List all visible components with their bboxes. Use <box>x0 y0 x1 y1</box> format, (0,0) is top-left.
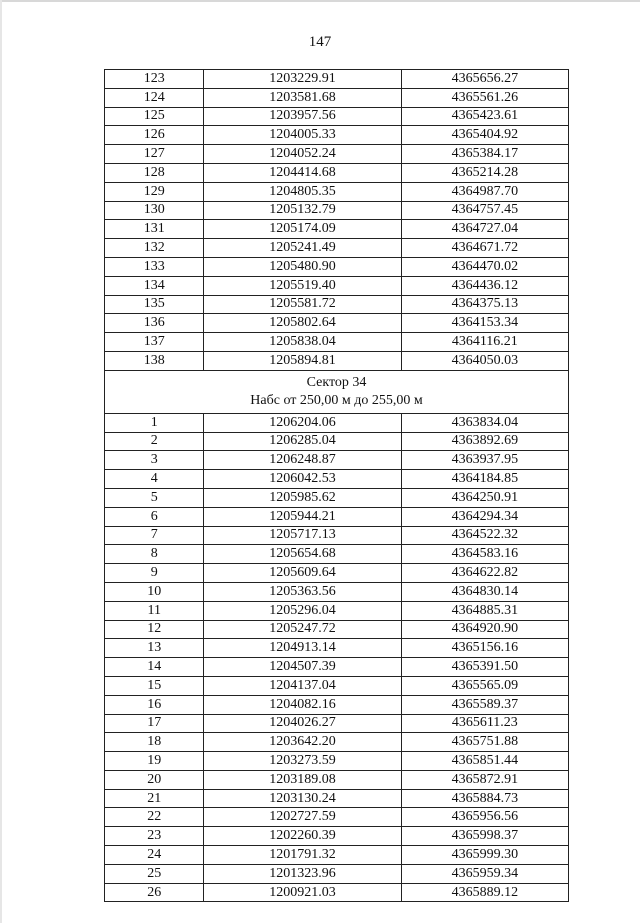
x-coordinate-cell: 1204913.14 <box>204 639 401 658</box>
point-number-cell: 131 <box>105 220 204 239</box>
y-coordinate-cell: 4364250.91 <box>401 488 568 507</box>
y-coordinate-cell: 4364116.21 <box>401 333 568 352</box>
table-row <box>105 432 569 451</box>
y-coordinate-cell: 4365423.61 <box>401 107 568 126</box>
point-number-cell: 2 <box>105 432 204 451</box>
x-coordinate-cell: 1204026.27 <box>204 714 401 733</box>
x-coordinate-cell: 1205480.90 <box>204 257 401 276</box>
y-coordinate-cell: 4364050.03 <box>401 351 568 370</box>
y-coordinate-cell: 4364153.34 <box>401 314 568 333</box>
table-row <box>105 752 569 771</box>
point-number-cell: 127 <box>105 145 204 164</box>
x-coordinate-cell: 1204805.35 <box>204 182 401 201</box>
y-coordinate-cell: 4365391.50 <box>401 658 568 677</box>
x-coordinate-cell: 1201791.32 <box>204 846 401 865</box>
point-number-cell: 129 <box>105 182 204 201</box>
sector-header-cell <box>105 370 569 413</box>
table-row <box>105 488 569 507</box>
point-number-cell: 4 <box>105 470 204 489</box>
point-number-cell: 23 <box>105 827 204 846</box>
x-coordinate-cell: 1205241.49 <box>204 239 401 258</box>
x-coordinate-cell: 1204507.39 <box>204 658 401 677</box>
y-coordinate-cell: 4365565.09 <box>401 676 568 695</box>
y-coordinate-cell: 4365998.37 <box>401 827 568 846</box>
y-coordinate-cell: 4364375.13 <box>401 295 568 314</box>
point-number-cell: 133 <box>105 257 204 276</box>
table-row <box>105 276 569 295</box>
table-row <box>105 413 569 432</box>
x-coordinate-cell: 1205802.64 <box>204 314 401 333</box>
table-row <box>105 639 569 658</box>
y-coordinate-cell: 4365884.73 <box>401 789 568 808</box>
y-coordinate-cell: 4364987.70 <box>401 182 568 201</box>
x-coordinate-cell: 1203957.56 <box>204 107 401 126</box>
point-number-cell: 15 <box>105 676 204 695</box>
x-coordinate-cell: 1200921.03 <box>204 883 401 902</box>
x-coordinate-cell: 1205132.79 <box>204 201 401 220</box>
y-coordinate-cell: 4364470.02 <box>401 257 568 276</box>
y-coordinate-cell: 4365589.37 <box>401 695 568 714</box>
table-row <box>105 676 569 695</box>
table-row <box>105 351 569 370</box>
x-coordinate-cell: 1206204.06 <box>204 413 401 432</box>
point-number-cell: 132 <box>105 239 204 258</box>
table-row <box>105 564 569 583</box>
table-row <box>105 601 569 620</box>
table-row <box>105 470 569 489</box>
table-row <box>105 545 569 564</box>
x-coordinate-cell: 1204005.33 <box>204 126 401 145</box>
x-coordinate-cell: 1204052.24 <box>204 145 401 164</box>
table-row <box>105 526 569 545</box>
point-number-cell: 17 <box>105 714 204 733</box>
x-coordinate-cell: 1201323.96 <box>204 864 401 883</box>
point-number-cell: 21 <box>105 789 204 808</box>
y-coordinate-cell: 4365656.27 <box>401 70 568 89</box>
y-coordinate-cell: 4364583.16 <box>401 545 568 564</box>
y-coordinate-cell: 4364436.12 <box>401 276 568 295</box>
y-coordinate-cell: 4365959.34 <box>401 864 568 883</box>
y-coordinate-cell: 4365872.91 <box>401 770 568 789</box>
sector-header-row <box>105 370 569 413</box>
y-coordinate-cell: 4365561.26 <box>401 88 568 107</box>
point-number-cell: 22 <box>105 808 204 827</box>
point-number-cell: 134 <box>105 276 204 295</box>
table-row <box>105 733 569 752</box>
point-number-cell: 124 <box>105 88 204 107</box>
table-row <box>105 182 569 201</box>
point-number-cell: 20 <box>105 770 204 789</box>
x-coordinate-cell: 1204137.04 <box>204 676 401 695</box>
coordinates-group-previous <box>105 70 569 371</box>
y-coordinate-cell: 4365611.23 <box>401 714 568 733</box>
point-number-cell: 123 <box>105 70 204 89</box>
x-coordinate-cell: 1203229.91 <box>204 70 401 89</box>
point-number-cell: 18 <box>105 733 204 752</box>
y-coordinate-cell: 4365156.16 <box>401 639 568 658</box>
y-coordinate-cell: 4365889.12 <box>401 883 568 902</box>
x-coordinate-cell: 1203581.68 <box>204 88 401 107</box>
point-number-cell: 6 <box>105 507 204 526</box>
y-coordinate-cell: 4364885.31 <box>401 601 568 620</box>
y-coordinate-cell: 4363892.69 <box>401 432 568 451</box>
table-row <box>105 846 569 865</box>
point-number-cell: 16 <box>105 695 204 714</box>
point-number-cell: 138 <box>105 351 204 370</box>
point-number-cell: 3 <box>105 451 204 470</box>
x-coordinate-cell: 1205581.72 <box>204 295 401 314</box>
x-coordinate-cell: 1204082.16 <box>204 695 401 714</box>
table-row <box>105 126 569 145</box>
y-coordinate-cell: 4364522.32 <box>401 526 568 545</box>
x-coordinate-cell: 1205944.21 <box>204 507 401 526</box>
y-coordinate-cell: 4364184.85 <box>401 470 568 489</box>
point-number-cell: 26 <box>105 883 204 902</box>
table-row <box>105 201 569 220</box>
x-coordinate-cell: 1205519.40 <box>204 276 401 295</box>
scan-edge <box>0 0 2 923</box>
x-coordinate-cell: 1205717.13 <box>204 526 401 545</box>
table-row <box>105 107 569 126</box>
point-number-cell: 136 <box>105 314 204 333</box>
table-row <box>105 658 569 677</box>
y-coordinate-cell: 4364294.34 <box>401 507 568 526</box>
x-coordinate-cell: 1206285.04 <box>204 432 401 451</box>
point-number-cell: 7 <box>105 526 204 545</box>
sector-header-group <box>105 370 569 413</box>
table-row <box>105 163 569 182</box>
point-number-cell: 130 <box>105 201 204 220</box>
x-coordinate-cell: 1205985.62 <box>204 488 401 507</box>
page-number: 147 <box>308 34 332 50</box>
x-coordinate-cell: 1203189.08 <box>204 770 401 789</box>
table-row <box>105 808 569 827</box>
point-number-cell: 8 <box>105 545 204 564</box>
x-coordinate-cell: 1205894.81 <box>204 351 401 370</box>
table-row <box>105 257 569 276</box>
y-coordinate-cell: 4364671.72 <box>401 239 568 258</box>
table-row <box>105 507 569 526</box>
y-coordinate-cell: 4363834.04 <box>401 413 568 432</box>
point-number-cell: 135 <box>105 295 204 314</box>
table-row <box>105 70 569 89</box>
y-coordinate-cell: 4363937.95 <box>401 451 568 470</box>
x-coordinate-cell: 1205174.09 <box>204 220 401 239</box>
point-number-cell: 13 <box>105 639 204 658</box>
sector-elevation-range: Набс от 250,00 м до 255,00 м <box>250 392 423 408</box>
x-coordinate-cell: 1203273.59 <box>204 752 401 771</box>
y-coordinate-cell: 4365214.28 <box>401 163 568 182</box>
x-coordinate-cell: 1203642.20 <box>204 733 401 752</box>
x-coordinate-cell: 1205247.72 <box>204 620 401 639</box>
point-number-cell: 128 <box>105 163 204 182</box>
y-coordinate-cell: 4365404.92 <box>401 126 568 145</box>
table-row <box>105 314 569 333</box>
table-row <box>105 220 569 239</box>
y-coordinate-cell: 4364920.90 <box>401 620 568 639</box>
table-row <box>105 582 569 601</box>
sector-title: Сектор 34 <box>306 374 367 390</box>
x-coordinate-cell: 1206248.87 <box>204 451 401 470</box>
x-coordinate-cell: 1206042.53 <box>204 470 401 489</box>
x-coordinate-cell: 1203130.24 <box>204 789 401 808</box>
point-number-cell: 25 <box>105 864 204 883</box>
table-row <box>105 883 569 902</box>
point-number-cell: 19 <box>105 752 204 771</box>
point-number-cell: 10 <box>105 582 204 601</box>
y-coordinate-cell: 4365999.30 <box>401 846 568 865</box>
point-number-cell: 14 <box>105 658 204 677</box>
table-row <box>105 827 569 846</box>
table-row <box>105 620 569 639</box>
point-number-cell: 126 <box>105 126 204 145</box>
table-row <box>105 333 569 352</box>
point-number-cell: 12 <box>105 620 204 639</box>
y-coordinate-cell: 4365851.44 <box>401 752 568 771</box>
y-coordinate-cell: 4365384.17 <box>401 145 568 164</box>
table-row <box>105 295 569 314</box>
x-coordinate-cell: 1204414.68 <box>204 163 401 182</box>
x-coordinate-cell: 1202260.39 <box>204 827 401 846</box>
table-row <box>105 239 569 258</box>
point-number-cell: 11 <box>105 601 204 620</box>
point-number-cell: 125 <box>105 107 204 126</box>
y-coordinate-cell: 4364757.45 <box>401 201 568 220</box>
x-coordinate-cell: 1202727.59 <box>204 808 401 827</box>
table-row <box>105 451 569 470</box>
x-coordinate-cell: 1205609.64 <box>204 564 401 583</box>
table-row <box>105 714 569 733</box>
x-coordinate-cell: 1205838.04 <box>204 333 401 352</box>
point-number-cell: 137 <box>105 333 204 352</box>
y-coordinate-cell: 4364727.04 <box>401 220 568 239</box>
coordinates-table <box>104 69 569 902</box>
point-number-cell: 24 <box>105 846 204 865</box>
table-row <box>105 770 569 789</box>
x-coordinate-cell: 1205296.04 <box>204 601 401 620</box>
y-coordinate-cell: 4365956.56 <box>401 808 568 827</box>
y-coordinate-cell: 4365751.88 <box>401 733 568 752</box>
table-row <box>105 145 569 164</box>
y-coordinate-cell: 4364622.82 <box>401 564 568 583</box>
scan-edge <box>0 0 640 2</box>
point-number-cell: 1 <box>105 413 204 432</box>
x-coordinate-cell: 1205654.68 <box>204 545 401 564</box>
table-row <box>105 864 569 883</box>
table-row <box>105 789 569 808</box>
coordinates-group-sector-34 <box>105 413 569 902</box>
point-number-cell: 9 <box>105 564 204 583</box>
table-row <box>105 88 569 107</box>
point-number-cell: 5 <box>105 488 204 507</box>
y-coordinate-cell: 4364830.14 <box>401 582 568 601</box>
x-coordinate-cell: 1205363.56 <box>204 582 401 601</box>
table-row <box>105 695 569 714</box>
